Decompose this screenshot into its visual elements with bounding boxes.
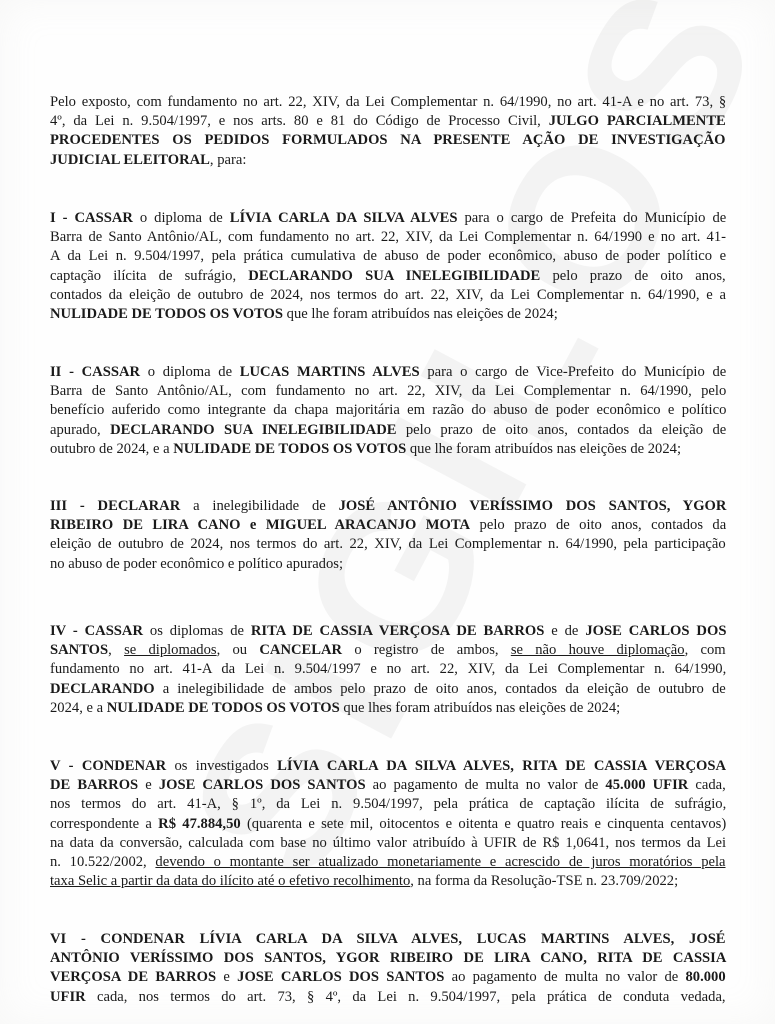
text-line: Barra de Santo Antônio/AL, com fundamento no art. 22, XIV, da Lei Complementar n. 64/1990 e no art. 41-	[50, 229, 726, 246]
text-line: apurado, DECLARANDO SUA INELEGIBILIDADE pelo prazo de oito anos, contados da eleição de	[50, 421, 727, 438]
text-line: II - CASSAR o diploma de LUCAS MARTINS ALVES para o cargo de Vice-Prefeito do Município de	[50, 364, 727, 380]
text-line: ANTÔNIO VERÍSSIMO DOS SANTOS, YGOR RIBEIRO DE LIRA CANO, RITA DE CASSIA	[50, 950, 727, 967]
text-line: taxa Selic a partir da data do ilícito até o efetivo recolhimento, na forma da Resolução-TSE n. 23.709/2022;	[50, 873, 679, 890]
text-line: outubro de 2024, e a NULIDADE DE TODOS OS VOTOS que lhe foram atribuídos nas eleições de 2024;	[50, 440, 682, 457]
text-line: DE BARROS e JOSE CARLOS DOS SANTOS ao pagamento de multa no valor de 45.000 UFIR cada,	[50, 777, 726, 794]
text-line: JUDICIAL ELEITORAL, para:	[50, 151, 247, 168]
text-line: SANTOS, se diplomados, ou CANCELAR o registro de ambos, se não houve diplomação, com	[50, 642, 726, 659]
ruling-item-ii	[50, 363, 726, 459]
text-line: NULIDADE DE TODOS OS VOTOS que lhe foram atribuídos nas eleições de 2024;	[50, 305, 558, 322]
text-line: Barra de Santo Antônio/AL, com fundamento no art. 22, XIV, da Lei Complementar n. 64/1990, pelo	[50, 383, 727, 400]
text-line: RIBEIRO DE LIRA CANO e MIGUEL ARACANJO MOTA pelo prazo de oito anos, contados da	[50, 517, 727, 534]
text-line: fundamento no art. 41-A da Lei n. 9.504/1997 e no art. 22, XIV, da Lei Complementar n. 64/1990,	[50, 661, 727, 678]
text-line: eleição de outubro de 2024, nos termos do art. 22, XIV, da Lei Complementar n. 64/1990, pela participação	[50, 536, 726, 553]
text-line: VI - CONDENAR LÍVIA CARLA DA SILVA ALVES, LUCAS MARTINS ALVES, JOSÉ	[50, 931, 726, 947]
text-line: n. 10.522/2002, devendo o montante ser atualizado monetariamente e acrescido de juros moratórios pela	[50, 853, 726, 870]
ruling-item-v	[50, 757, 726, 891]
text-line: correspondente a R$ 47.884,50 (quarenta e sete mil, oitocentos e oitenta e quatro reais e cinquenta centavos)	[50, 815, 727, 832]
text-line: A da Lei n. 9.504/1997, pela prática cumulativa de abuso de poder econômico, abuso de poder político e	[50, 248, 727, 265]
text-line: benefício auferido como integrante da chapa majoritária em razão do abuso de poder econômico e político	[50, 402, 727, 419]
text-line: UFIR cada, nos termos do art. 73, § 4º, da Lei n. 9.504/1997, pela prática de conduta vedada,	[50, 988, 726, 1005]
ruling-item-iii	[50, 497, 726, 574]
text-line: na data da conversão, calculada com base no último valor atribuído à UFIR de R$ 1,0641, nos termos da Lei	[50, 834, 727, 851]
ruling-item-vi	[50, 930, 726, 1007]
text-line: IV - CASSAR os diplomas de RITA DE CASSIA VERÇOSA DE BARROS e de JOSE CARLOS DOS	[50, 623, 727, 639]
text-line: Pelo exposto, com fundamento no art. 22, XIV, da Lei Complementar n. 64/1990, no art. 41-A e no art. 73, §	[50, 94, 727, 110]
text-line: no abuso de poder econômico e político apurados;	[50, 555, 344, 572]
text-line: 2024, e a NULIDADE DE TODOS OS VOTOS que lhes foram atribuídos nas eleições de 2024;	[50, 699, 621, 716]
text-line: V - CONDENAR os investigados LÍVIA CARLA DA SILVA ALVES, RITA DE CASSIA VERÇOSA	[50, 758, 726, 774]
text-line: 4º, da Lei n. 9.504/1997, e nos arts. 80 e 81 do Código de Processo Civil, JULGO PARCIALMENTE	[50, 113, 726, 130]
text-line: DECLARANDO a inelegibilidade de ambos pelo prazo de oito anos, contados da eleição de outubro de	[50, 680, 726, 697]
text-line: III - DECLARAR a inelegibilidade de JOSÉ ANTÔNIO VERÍSSIMO DOS SANTOS, YGOR	[50, 498, 727, 514]
text-line: I - CASSAR o diploma de LÍVIA CARLA DA SILVA ALVES para o cargo de Prefeita do Município de	[50, 210, 727, 226]
intro-paragraph	[50, 93, 726, 170]
text-line: VERÇOSA DE BARROS e JOSE CARLOS DOS SANTOS ao pagamento de multa no valor de 80.000	[50, 969, 726, 986]
text-line: contados da eleição de outubro de 2024, nos termos do art. 22, XIV, da Lei Complementar n. 64/1990, e a	[50, 286, 726, 303]
ruling-item-iv	[50, 622, 726, 718]
text-line: nos termos do art. 41-A, § 1º, da Lei n. 9.504/1997, pela prática de captação ilícita de sufrágio,	[50, 796, 727, 813]
ruling-item-i	[50, 209, 726, 324]
text-line: PROCEDENTES OS PEDIDOS FORMULADOS NA PRESENTE AÇÃO DE INVESTIGAÇÃO	[50, 132, 726, 149]
text-line: captação ilícita de sufrágio, DECLARANDO SUA INELEGIBILIDADE pelo prazo de oito anos,	[50, 267, 726, 284]
